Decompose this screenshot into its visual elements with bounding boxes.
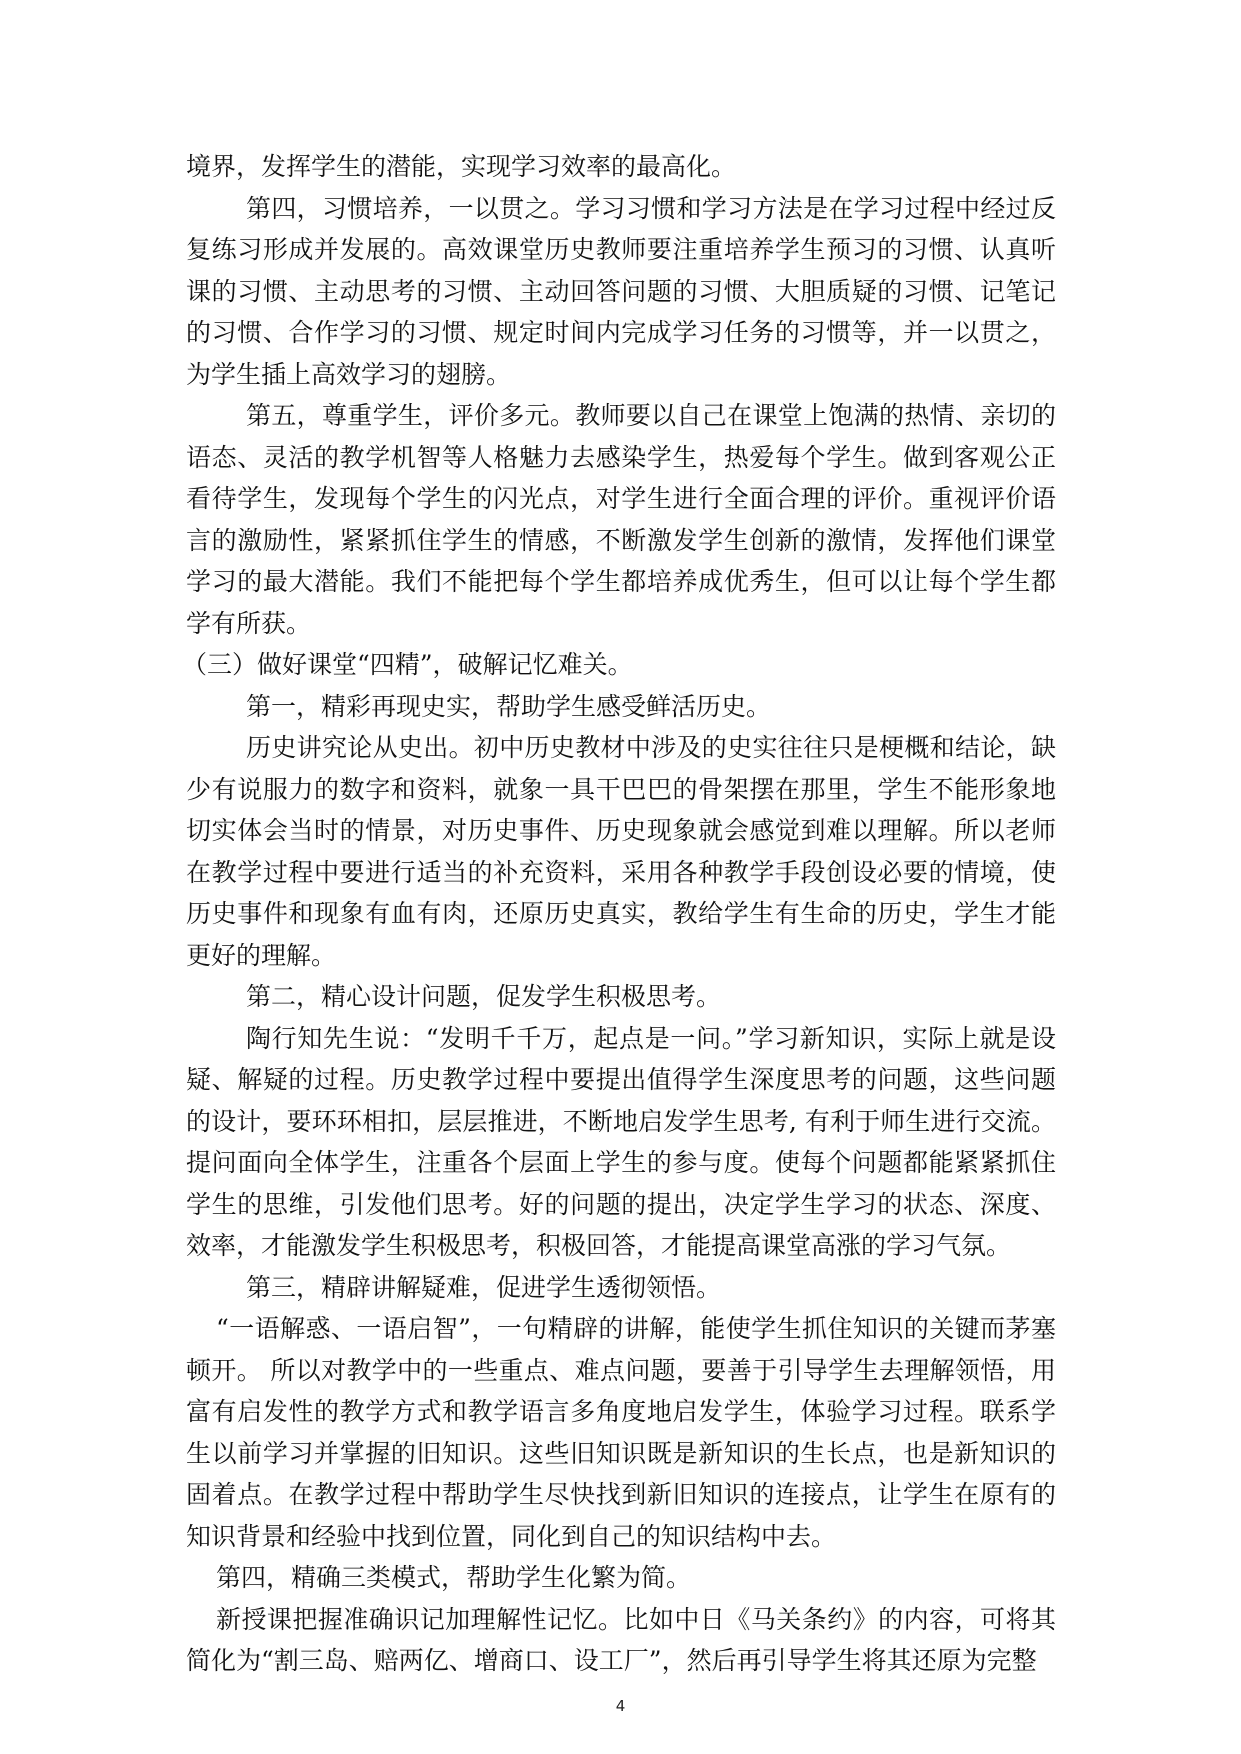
paragraph-1: 境界，发挥学生的潜能，实现学习效率的最高化。 — [186, 152, 737, 181]
paragraph-8: 陶行知先生说：“发明千千万，起点是一问。”学习新知识，实际上就是设疑、解疑的过程。历史教学过程中要提出值得学生深度思考的问题，这些问题的设计，要环环相扣，层层推进，不断地启发学生思考, 有利于师生进行交流。提问面向全体学生，注重各个层面上学生的参与度。使每个问题都能紧紧抓住学生的思维，引发他们思考。好的问题的提出，决定学生学习的状态、深度、效率，才能激发学生积极思考，积极回答，才能提高课堂高涨的学习气氛。 — [186, 1023, 1056, 1260]
paragraph-9: 第三，精辟讲解疑难，促进学生透彻领悟。 — [246, 1272, 722, 1302]
paragraph-11: 第四，精确三类模式，帮助学生化繁为简。 — [216, 1563, 692, 1592]
paragraph-5: 第一，精彩再现史实，帮助学生感受鲜活历史。 — [246, 691, 772, 721]
paragraph-6: 历史讲究论从史出。初中历史教材中涉及的史实往往只是梗概和结论，缺少有说服力的数字和资料，就象一具干巴巴的骨架摆在那里，学生不能形象地切实体会当时的情景，对历史事件、历史现象就会感觉到难以理解。所以老师在教学过程中要进行适当的补充资料，采用各种教学手段创设必要的情境，使历史事件和现象有血有肉，还原历史真实，教给学生有生命的历史，学生才能更好的理解。 — [186, 733, 1056, 970]
document-body — [182, 146, 1056, 1682]
paragraph-10: “一语解惑、一语启智”，一句精辟的讲解，能使学生抓住知识的关键而茅塞顿开。 所以对教学中的一些重点、难点问题，要善于引导学生去理解领悟，用富有启发性的教学方式和教学语言多角度地启发学生，体验学习过程。联系学生以前学习并掌握的旧知识。这些旧知识既是新知识的生长点，也是新知识的固着点。在教学过程中帮助学生尽快找到新旧知识的连接点，让学生在原有的知识背景和经验中找到位置，同化到自己的知识结构中去。 — [186, 1314, 1056, 1551]
paragraph-7: 第二，精心设计问题，促发学生积极思考。 — [246, 982, 722, 1011]
paragraph-3: 第五，尊重学生，评价多元。教师要以自己在课堂上饱满的热情、亲切的语态、灵活的教学机智等人格魅力去感染学生，热爱每个学生。做到客观公正看待学生，发现每个学生的闪光点，对学生进行全面合理的评价。重视评价语言的激励性，紧紧抓住学生的情感，不断激发学生创新的激情，发挥他们课堂学习的最大潜能。我们不能把每个学生都培养成优秀生，但可以让每个学生都学有所获。 — [186, 401, 1056, 638]
page-number: 4 — [615, 1697, 626, 1715]
paragraph-2: 第四，习惯培养，一以贯之。学习习惯和学习方法是在学习过程中经过反复练习形成并发展的。高效课堂历史教师要注重培养学生预习的习惯、认真听课的习惯、主动思考的习惯、主动回答问题的习惯、大胆质疑的习惯、记笔记的习惯、合作学习的习惯、规定时间内完成学习任务的习惯等，并一以贯之，为学生插上高效学习的翅膀。 — [186, 193, 1056, 389]
section-heading: （三）做好课堂“四精”，破解记忆难关。 — [182, 650, 633, 679]
paragraph-12: 新授课把握准确识记加理解性记忆。比如中日《马关条约》的内容，可将其简化为“割三岛、赔两亿、增商口、设工厂”，然后再引导学生将其还原为完整 — [186, 1604, 1056, 1675]
